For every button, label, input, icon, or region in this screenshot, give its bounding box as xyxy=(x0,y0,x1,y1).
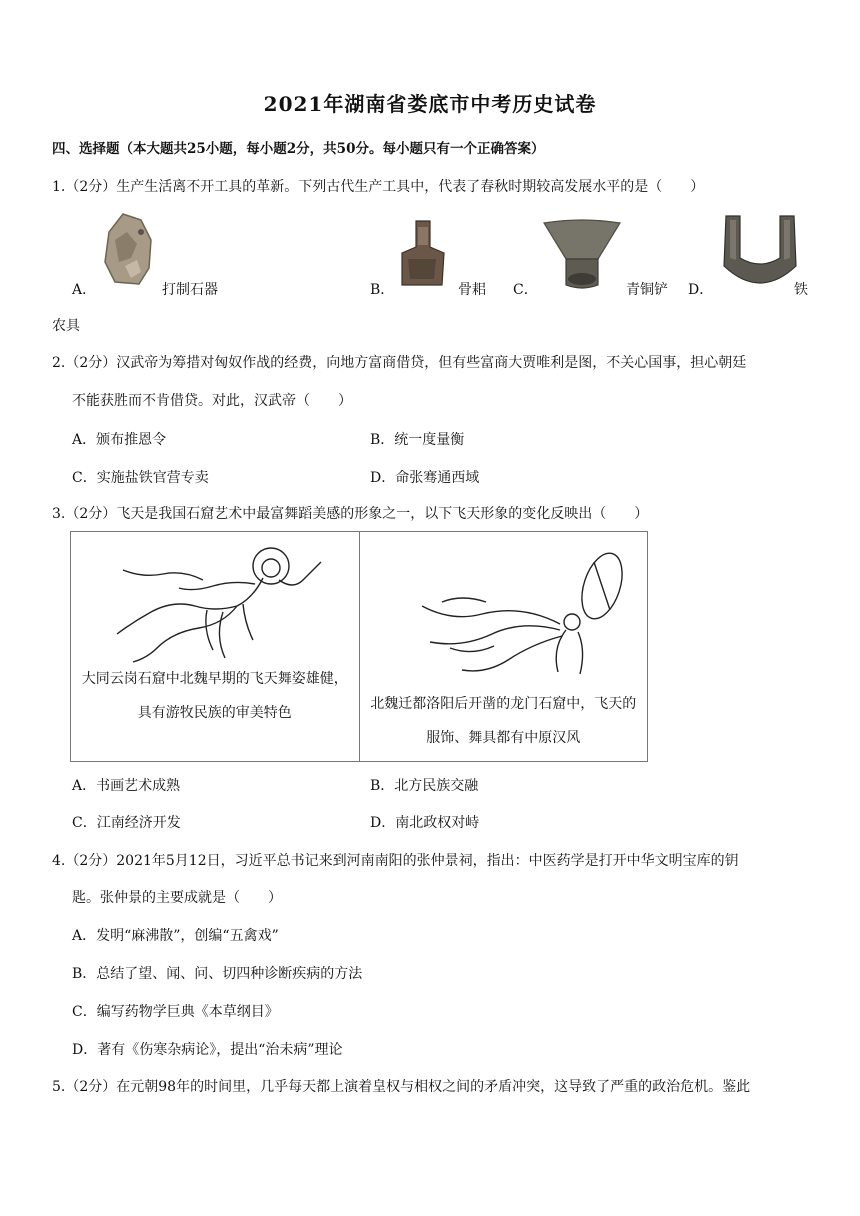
page-title: 2021年湖南省娄底市中考历史试卷 xyxy=(263,92,597,116)
bronze-shovel-image xyxy=(542,219,622,291)
question-5-stem: 5.（2分）在元朝98年的时间里，几乎每天都上演着皇权与相权之间的矛盾冲突，这导致了严重的政治危机。鉴此 xyxy=(52,1079,751,1095)
question-2-stem: 2.（2分）汉武帝为筹措对匈奴作战的经费，向地方富商借贷，但有些富商大贾唯利是图，不关心国事，担心朝廷 xyxy=(52,355,747,371)
q2-option-a[interactable]: A．颁布推恩令 xyxy=(72,432,167,448)
right-caption-line2: 服饰、舞具都有中原汉风 xyxy=(426,730,581,746)
q3-option-b[interactable]: B．北方民族交融 xyxy=(370,778,479,794)
q2-option-c[interactable]: C．实施盐铁官营专卖 xyxy=(72,470,209,486)
q2-option-b[interactable]: B．统一度量衡 xyxy=(370,432,465,448)
q4-option-d[interactable]: D．著有《伤寒杂病论》，提出“治未病”理论 xyxy=(72,1042,343,1058)
bone-spade-image xyxy=(398,219,448,289)
q1-option-b-text: 骨耜 xyxy=(458,282,486,298)
q4-option-b[interactable]: B．总结了望、闻、问、切四种诊断疾病的方法 xyxy=(72,966,363,982)
q3-option-a[interactable]: A．书画艺术成熟 xyxy=(72,778,181,794)
question-4-stem: 4.（2分）2021年5月12日，习近平总书记来到河南南阳的张仲景祠，指出：中医药学是打开中华文明宝库的钥 xyxy=(52,853,739,869)
q1-option-d-text: 铁 xyxy=(794,282,808,298)
section-heading: 四、选择题（本大题共25小题，每小题2分，共50分。每小题只有一个正确答案） xyxy=(52,141,545,157)
feitian-comparison-table xyxy=(70,531,648,762)
q4-option-a[interactable]: A．发明“麻沸散”，创编“五禽戏” xyxy=(72,928,279,944)
q1-option-c-letter[interactable]: C． xyxy=(513,282,538,298)
left-caption-line2: 具有游牧民族的审美特色 xyxy=(137,705,292,721)
yungang-feitian-image xyxy=(103,540,333,668)
question-1-stem: 1.（2分）生产生活离不开工具的革新。下列古代生产工具中，代表了春秋时期较高发展水平的是（ ） xyxy=(52,179,705,195)
q1-option-d-letter[interactable]: D． xyxy=(688,282,714,298)
q2-option-d[interactable]: D．命张骞通西域 xyxy=(370,470,480,486)
question-3-stem: 3.（2分）飞天是我国石窟艺术中最富舞蹈美感的形象之一，以下飞天形象的变化反映出（ ） xyxy=(52,506,649,522)
q3-option-c[interactable]: C．江南经济开发 xyxy=(72,815,181,831)
stone-tool-image xyxy=(101,210,155,288)
longmen-feitian-image xyxy=(402,544,632,684)
q1-option-a-text: 打制石器 xyxy=(162,282,218,298)
q1-option-a-letter[interactable]: A． xyxy=(72,282,97,298)
q1-option-d-text-wrap: 农具 xyxy=(52,318,80,334)
feitian-right-cell xyxy=(359,532,648,762)
q4-option-c[interactable]: C．编写药物学巨典《本草纲目》 xyxy=(72,1004,279,1020)
question-2-stem-cont: 不能获胜而不肯借贷。对此，汉武帝（ ） xyxy=(72,393,352,409)
iron-tool-image xyxy=(718,214,802,294)
q1-option-c-text: 青铜铲 xyxy=(626,282,668,298)
left-caption-line1: 大同云岗石窟中北魏早期的飞天舞姿雄健， xyxy=(81,671,348,687)
right-caption-line1: 北魏迁都洛阳后开凿的龙门石窟中，飞天的 xyxy=(370,696,637,712)
feitian-left-cell xyxy=(71,532,360,762)
q3-option-d[interactable]: D．南北政权对峙 xyxy=(370,815,480,831)
q1-option-b-letter[interactable]: B． xyxy=(370,282,395,298)
question-4-stem-cont: 匙。张仲景的主要成就是（ ） xyxy=(72,890,282,906)
